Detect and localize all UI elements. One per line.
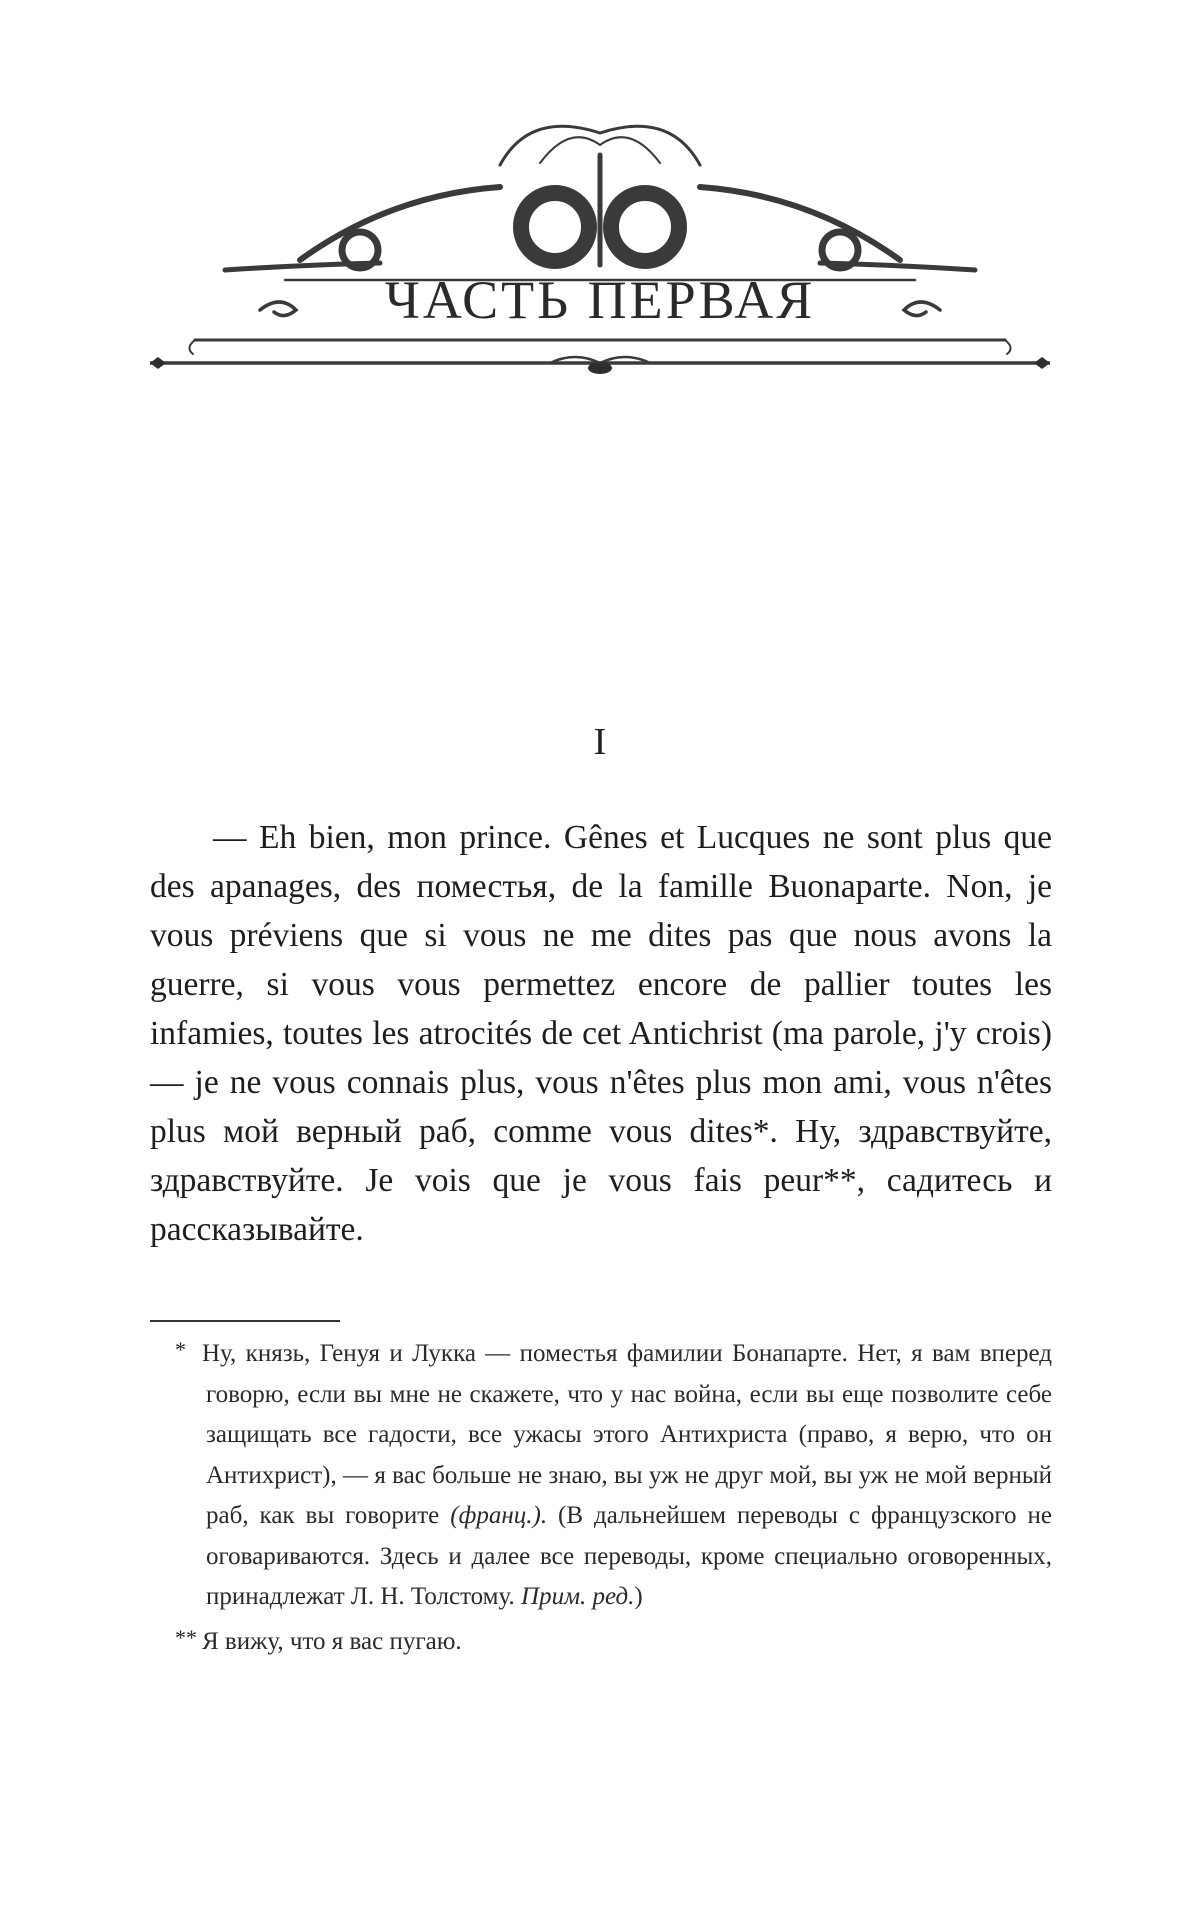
footnote-text: Я вижу, что я вас пугаю.	[202, 1627, 462, 1655]
footnote-text-end: )	[634, 1583, 643, 1610]
footnote-mark: *	[175, 1337, 186, 1362]
footnotes	[150, 1330, 1052, 1662]
footnote-2	[150, 1618, 1052, 1663]
part-title: ЧАСТЬ ПЕРВАЯ	[384, 270, 816, 330]
editor-note: Прим. ред.	[521, 1583, 635, 1610]
header-ornament	[150, 115, 1050, 385]
footnote-text: Ну, князь, Генуя и Лукка — поместья фамилии Бонапарте. Нет, я вам вперед говорю, если вы мне не скажете, что у нас война, если вы еще позволите себе защищать все гадости, все ужасы этого Антихриста (право, я верю, что он Антихрист), — я вас больше не знаю, вы уж не друг мой, вы уж не мой верный раб, как вы говорите	[202, 1340, 1052, 1529]
footnote-mark: **	[175, 1624, 197, 1650]
footnote-1	[150, 1330, 1052, 1618]
footnote-text-continued: (В дальнейшем переводы с французского не оговариваются. Здесь и далее все переводы, кроме специально оговоренных, принадлежат Л. Н. Толстому.	[206, 1502, 1052, 1610]
chapter-number: I	[593, 721, 607, 763]
body-paragraph: — Eh bien, mon prince. Gênes et Lucques ne sont plus que des apanages, des поместья, de la famille Buonaparte. Non, je vous préviens que si vous ne me dites pas que nous avons la guerre, si vous vous permettez encore de pallier toutes les infamies, toutes les atrocités de cet Antichrist (ma parole, j'y crois) — je ne vous connais plus, vous n'êtes plus mon ami, vous n'êtes plus мой верный раб, comme vous dites*. Ну, здравствуйте, здравствуйте. Je vois que je vous fais peur**, садитесь и рассказывайте.	[150, 819, 1052, 1248]
footnote-divider	[150, 1320, 340, 1322]
footnote-italic-note: (франц.).	[450, 1502, 548, 1529]
